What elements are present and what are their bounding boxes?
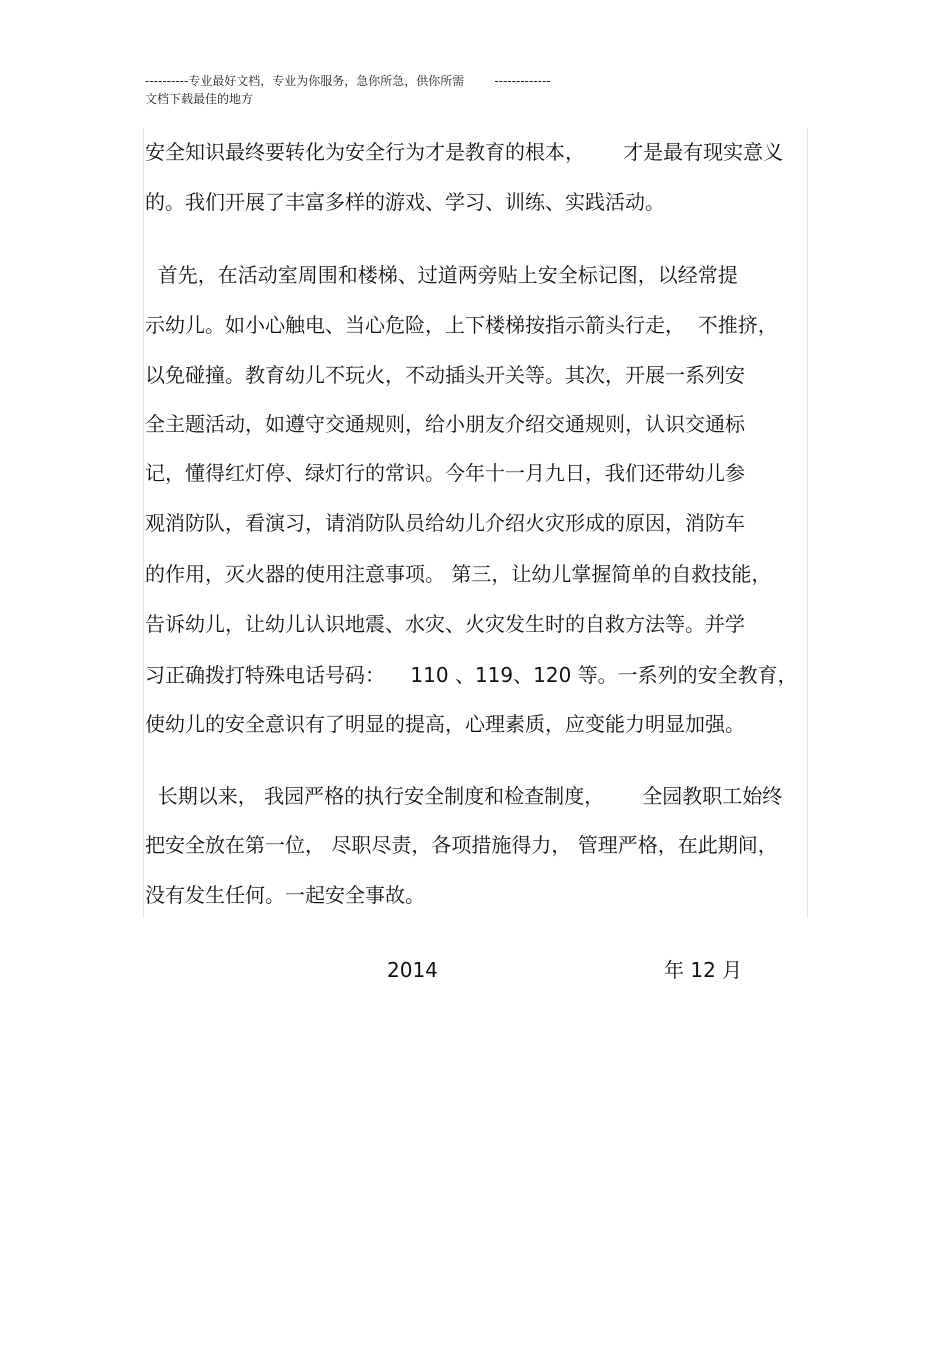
paragraph-3-line-2: 把安全放在第一位， 尽职尽责，各项措施得力， 管理严格，在此期间，	[145, 833, 778, 857]
date-month: 年 12 月	[664, 958, 743, 982]
paragraph-1-line-2: 的。我们开展了丰富多样的游戏、学习、训练、实践活动。	[145, 190, 665, 214]
page-header	[145, 72, 551, 108]
paragraph-2-line-4: 全主题活动，如遵守交通规则，给小朋友介绍交通规则，认识交通标	[145, 412, 745, 436]
paragraph-2-line-10: 使幼儿的安全意识有了明显的提高，心理素质，应变能力明显加强。	[145, 712, 745, 736]
paragraph-2-line-6: 观消防队，看演习，请消防队员给幼儿介绍火灾形成的原因，消防车	[145, 511, 745, 535]
paragraph-2-line-5: 记，懂得红灯停、绿灯行的常识。今年十一月九日，我们还带幼儿参	[145, 461, 745, 485]
paragraph-3-line-1: 长期以来， 我园严格的执行安全制度和检查制度， 全园教职工始终	[145, 784, 783, 808]
paragraph-1-line-1: 安全知识最终要转化为安全行为才是教育的根本， 才是最有现实意义	[145, 140, 784, 164]
header-slogan-line	[145, 72, 551, 90]
date-year: 2014	[387, 958, 438, 982]
paragraph-2-line-3: 以免碰撞。教育幼儿不玩火，不动插头开关等。其次，开展一系列安	[145, 363, 745, 387]
paragraph-2-line-2: 示幼儿。如小心触电、当心危险，上下楼梯按指示箭头行走， 不推挤，	[145, 313, 778, 337]
header-subtitle-line: 文档下载最佳的地方	[145, 92, 254, 106]
paragraph-2-line-9: 习正确拨打特殊电话号码： 110 、119、120 等。一系列的安全教育，	[145, 663, 798, 687]
paragraph-2-line-7: 的作用，灭火器的使用注意事项。 第三，让幼儿掌握简单的自救技能，	[145, 562, 772, 586]
header-slogan-text: ----------专业最好文档，专业为你服务，急你所急，供你所需	[145, 74, 465, 88]
paragraph-2-line-1: 首先，在活动室周围和楼梯、过道两旁贴上安全标记图，以经常提	[145, 263, 738, 287]
paragraph-2-line-8: 告诉幼儿，让幼儿认识地震、水灾、火灾发生时的自救方法等。并学	[145, 612, 745, 636]
paragraph-3-line-3: 没有发生任何。一起安全事故。	[145, 883, 425, 907]
header-dash-right: -------------	[494, 74, 551, 88]
